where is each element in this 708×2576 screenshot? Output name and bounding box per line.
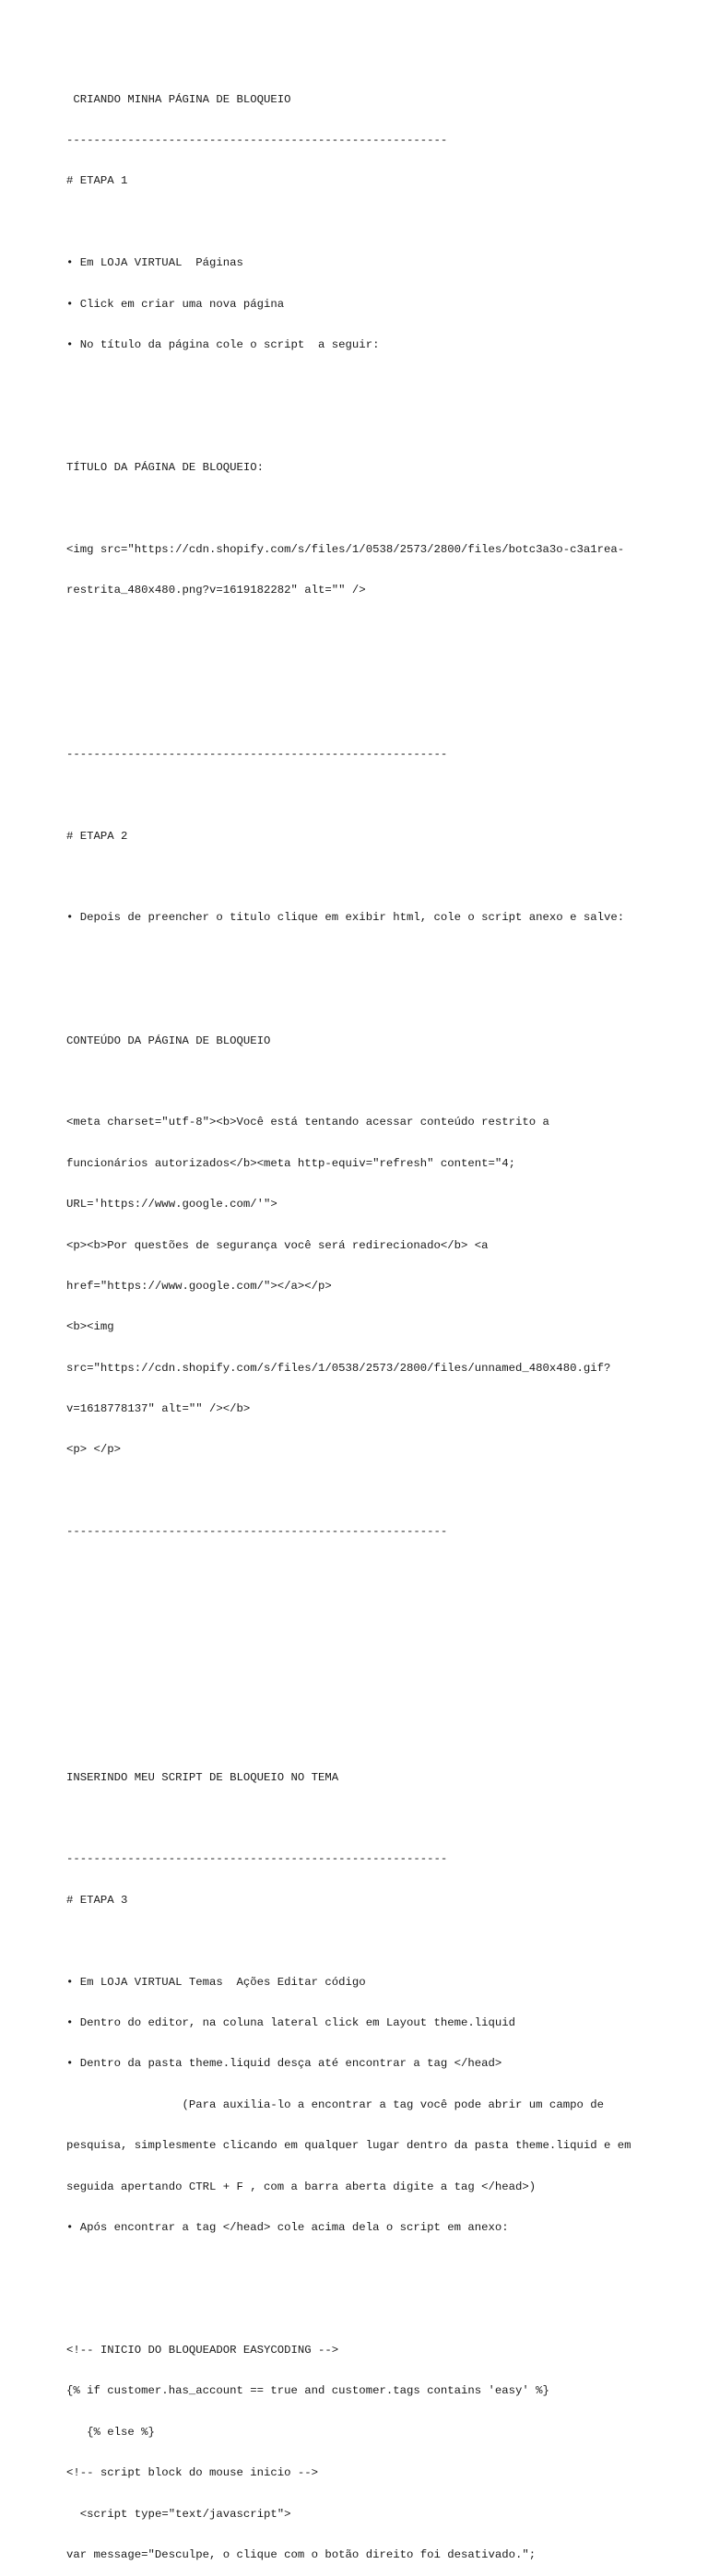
document-line: v=1618778137" alt="" /></b>: [66, 1402, 251, 1416]
document-line: restrita_480x480.png?v=1619182282" alt="" />: [66, 584, 366, 597]
code-line: var message="Desculpe, o clique com o botão direito foi desativado.";: [66, 2548, 537, 2562]
document-line: <img src="https://cdn.shopify.com/s/files/1/0538/2573/2800/files/botc3a3o-c3a1rea-: [66, 542, 625, 556]
document-line: • Em LOJA VIRTUAL Temas Ações Editar código: [66, 1975, 366, 1989]
blank-line: [66, 216, 675, 230]
document-line: # ETAPA 1: [66, 174, 128, 188]
blank-line: [66, 1934, 675, 1948]
blank-line: [66, 1730, 675, 1743]
document-line: (Para auxilia-lo a encontrar a tag você pode abrir um campo de: [66, 2097, 604, 2111]
document-line: href="https://www.google.com/"></a></p>: [66, 1279, 332, 1293]
blank-line: [66, 870, 675, 884]
blank-line: [66, 993, 675, 1007]
blank-line: [66, 1607, 675, 1621]
document-line: • Dentro da pasta theme.liquid desça até encontrar a tag </head>: [66, 2057, 502, 2071]
document-line: • No título da página cole o script a seguir:: [66, 337, 380, 351]
document-line: # ETAPA 3: [66, 1893, 128, 1907]
document-line: pesquisa, simplesmente clicando em qualquer lugar dentro da pasta theme.liquid e em: [66, 2139, 631, 2153]
blank-line: [66, 379, 675, 393]
blank-line: [66, 1075, 675, 1089]
document-line: funcionários autorizados</b><meta http-equiv="refresh" content="4;: [66, 1156, 516, 1170]
blank-line: [66, 1648, 675, 1661]
code-line: {% if customer.has_account == true and customer.tags contains 'easy' %}: [66, 2384, 549, 2398]
blank-line: [66, 1566, 675, 1580]
blank-line: [66, 502, 675, 516]
blank-line: [66, 2262, 675, 2275]
document-page: [66, 65, 675, 2576]
document-line: • Click em criar uma nova página: [66, 297, 285, 311]
document-line: <meta charset="utf-8"><b>Você está tentando acessar conteúdo restrito a: [66, 1116, 549, 1129]
document-line: src="https://cdn.shopify.com/s/files/1/0538/2573/2800/files/unnamed_480x480.gif?: [66, 1361, 611, 1375]
document-line: INSERINDO MEU SCRIPT DE BLOQUEIO NO TEMA: [66, 1770, 339, 1784]
document-line: • Após encontrar a tag </head> cole acima dela o script em anexo:: [66, 2220, 509, 2234]
separator-line: --------------------------------------------------------: [66, 747, 448, 761]
blank-line: [66, 706, 675, 720]
document-line: seguida apertando CTRL + F , com a barra aberta digite a tag </head>): [66, 2180, 537, 2193]
document-line: CONTEÚDO DA PÁGINA DE BLOQUEIO: [66, 1034, 271, 1047]
blank-line: [66, 1689, 675, 1703]
blank-line: [66, 666, 675, 679]
separator-line: --------------------------------------------------------: [66, 133, 448, 147]
document-line: <b><img: [66, 1320, 114, 1334]
separator-line: --------------------------------------------------------: [66, 1525, 448, 1539]
document-line: URL='https://www.google.com/'">: [66, 1198, 277, 1211]
code-line: <!-- script block do mouse inicio -->: [66, 2466, 319, 2480]
blank-line: [66, 2303, 675, 2317]
document-line: # ETAPA 2: [66, 829, 128, 843]
document-line: CRIANDO MINHA PÁGINA DE BLOQUEIO: [66, 92, 291, 106]
document-line: <p> </p>: [66, 1443, 122, 1457]
document-line: • Depois de preencher o titulo clique em exibir html, cole o script anexo e salve:: [66, 911, 625, 925]
document-line: <p><b>Por questões de segurança você será redirecionado</b> <a: [66, 1238, 489, 1252]
blank-line: [66, 420, 675, 434]
document-line: • Dentro do editor, na coluna lateral click em Layout theme.liquid: [66, 2015, 516, 2029]
blank-line: [66, 1812, 675, 1826]
code-line: <!-- INICIO DO BLOQUEADOR EASYCODING -->: [66, 2344, 339, 2357]
document-line: • Em LOJA VIRTUAL Páginas: [66, 256, 243, 270]
blank-line: [66, 788, 675, 802]
blank-line: [66, 952, 675, 966]
blank-line: [66, 625, 675, 639]
blank-line: [66, 1484, 675, 1498]
separator-line: --------------------------------------------------------: [66, 1852, 448, 1866]
code-line: {% else %}: [66, 2425, 155, 2439]
document-line: TÍTULO DA PÁGINA DE BLOQUEIO:: [66, 461, 265, 475]
code-line: <script type="text/javascript">: [66, 2507, 291, 2521]
